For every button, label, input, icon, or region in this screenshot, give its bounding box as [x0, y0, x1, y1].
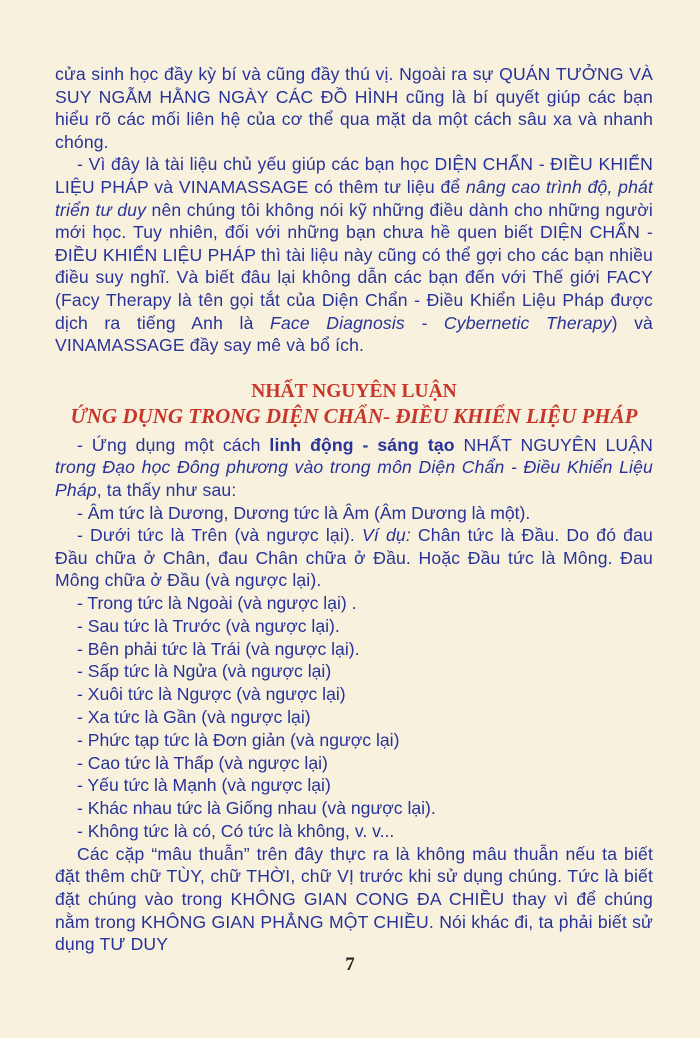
- list-item: - Bên phải tức là Trái (và ngược lại).: [77, 638, 360, 659]
- purpose-italic-1: nâng cao trình độ, phát triển tư duy: [55, 176, 653, 220]
- list-item: - Xa tức là Gần (và ngược lại): [77, 707, 311, 728]
- below-above-example-label: Ví dụ:: [362, 525, 411, 546]
- list-item: - Sấp tức là Ngửa (và ngược lại): [77, 661, 332, 682]
- list-item: - Phức tạp tức là Đơn giản (và ngược lại): [77, 729, 400, 750]
- list-item: - Cao tức là Thấp (và ngược lại): [77, 752, 328, 773]
- below-above-text-2: Chân tức là Đầu. Do đó đau Đầu chữa ở Chân, đau Chân chữa ở Đầu. Hoặc Đầu tức là Mông. Đau Mông chữa ở Đầu (và ngược lại).: [55, 525, 653, 591]
- section-title: NHẤT NGUYÊN LUẬN: [251, 380, 457, 402]
- pairs-list-b: [55, 592, 653, 843]
- application-italic: trong Đạo học Đông phương vào trong môn Diện Chẩn - Điều Khiển Liệu Pháp: [55, 457, 653, 500]
- list-item: - Không tức là có, Có tức là không, v. v...: [77, 821, 395, 842]
- list-item: - Sau tức là Trước (và ngược lại).: [77, 615, 340, 636]
- purpose-text-3: ) và VINAMASSAGE đầy say mê và bổ ích.: [55, 312, 653, 356]
- application-text-2: NHẤT NGUYÊN LUẬN: [454, 434, 653, 455]
- application-bold: linh động - sáng tạo: [269, 434, 455, 455]
- purpose-italic-2: Face Diagnosis - Cybernetic Therapy: [270, 312, 612, 333]
- paragraph-purpose: [55, 153, 653, 356]
- list-item: - Yếu tức là Mạnh (và ngược lại): [77, 775, 331, 796]
- page-body: [55, 63, 653, 956]
- paragraph-below-above: [55, 524, 653, 592]
- list-item: - Xuôi tức là Ngược (và ngược lại): [77, 684, 346, 705]
- list-item: - Khác nhau tức là Giống nhau (và ngược lại).: [77, 798, 436, 819]
- pairs-list-a: [55, 502, 653, 525]
- list-item: - Trong tức là Ngoài (và ngược lại) .: [77, 593, 357, 614]
- section-subtitle: ỨNG DỤNG TRONG DIỆN CHẨN- ĐIỀU KHIỂN LIỆU PHÁP: [70, 403, 638, 428]
- purpose-text-1: - Vì đây là tài liệu chủ yếu giúp các bạn học DIỆN CHẨN - ĐIỀU KHIỂN LIỆU PHÁP và VINAMASSAGE có thêm tư liệu để: [55, 154, 653, 197]
- list-item: - Âm tức là Dương, Dương tức là Âm (Âm Dương là một).: [77, 502, 531, 523]
- page-number: 7: [345, 954, 355, 975]
- purpose-text-2: nên chúng tôi không nói kỹ những điều dành cho những người mới học. Tuy nhiên, đối với những bạn chưa hề quen biết DIỆN CHẨN - ĐIỀU KHIỂN LIỆU PHÁP thì tài liệu này cũng có thể gợi cho các bạn nhiều điều suy nghĩ. Và biết đâu lại không dẫn các bạn đến với Thế giới FACY (Facy Therapy là tên gọi tắt của Diện Chẩn - Điều Khiển Liệu Pháp được dịch ra tiếng Anh là: [55, 199, 653, 333]
- paragraph-application: [55, 434, 653, 502]
- application-text-3: , ta thấy như sau:: [96, 479, 237, 500]
- section-heading: [55, 379, 653, 429]
- application-text-1: - Ứng dụng một cách: [77, 434, 270, 455]
- paragraph-intro: cửa sinh học đầy kỳ bí và cũng đầy thú vị. Ngoài ra sự QUÁN TƯỞNG VÀ SUY NGẪM HẰNG NGÀY CÁC ĐỒ HÌNH cũng là bí quyết giúp các bạn hiểu rõ các mối liên hệ của cơ thể qua mặt da một cách sâu xa và nhanh chóng.: [55, 64, 653, 152]
- below-above-text-1: - Dưới tức là Trên (và ngược lại).: [77, 525, 363, 546]
- paragraph-contradictions: Các cặp “mâu thuẫn” trên đây thực ra là không mâu thuẫn nếu ta biết đặt thêm chữ TÙY, chữ THỜI, chữ VỊ trước khi sử dụng chúng. Tức là biết đặt chúng vào trong KHÔNG GIAN CONG ĐA CHIỀU thay vì để chúng nằm trong KHÔNG GIAN PHẲNG MỘT CHIỀU. Nói khác đi, ta phải biết sử dụng TƯ DUY: [55, 843, 653, 955]
